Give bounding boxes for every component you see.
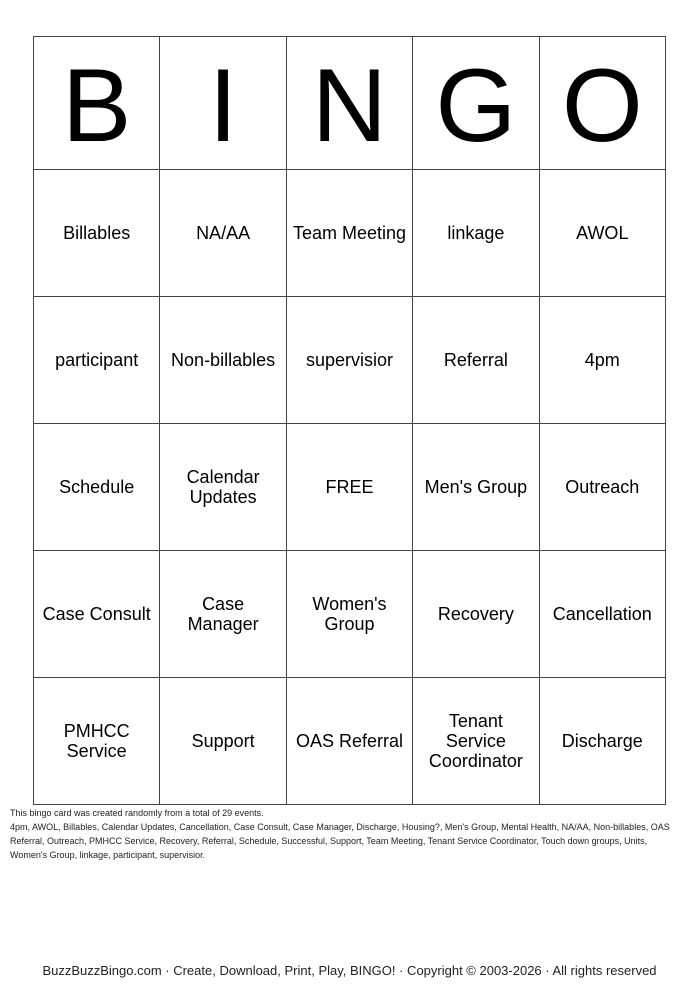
card-footer-notes <box>10 806 685 862</box>
header-letter-n: N <box>286 37 412 170</box>
bingo-row <box>34 297 666 424</box>
bingo-card <box>33 36 666 805</box>
bingo-cell: Women's Group <box>286 551 412 678</box>
bingo-row <box>34 551 666 678</box>
bingo-cell: 4pm <box>539 297 665 424</box>
bingo-cell: participant <box>34 297 160 424</box>
header-letter-i: I <box>160 37 286 170</box>
site-credit: BuzzBuzzBingo.com · Create, Download, Print, Play, BINGO! · Copyright © 2003-2026 · All rights reserved <box>42 963 657 978</box>
bingo-cell: Support <box>160 678 286 805</box>
bingo-row <box>34 424 666 551</box>
bingo-cell: supervisior <box>286 297 412 424</box>
bingo-cell: NA/AA <box>160 170 286 297</box>
bingo-cell: Non-billables <box>160 297 286 424</box>
bingo-cell: OAS Referral <box>286 678 412 805</box>
bingo-cell: linkage <box>413 170 539 297</box>
free-space-cell: FREE <box>286 424 412 551</box>
footer-intro: This bingo card was created randomly from a total of 29 events. <box>10 808 264 818</box>
bingo-cell: PMHCC Service <box>34 678 160 805</box>
bingo-cell: Billables <box>34 170 160 297</box>
bingo-cell: Case Consult <box>34 551 160 678</box>
bingo-cell: Discharge <box>539 678 665 805</box>
header-letter-g: G <box>413 37 539 170</box>
bingo-row <box>34 678 666 805</box>
header-letter-b: B <box>34 37 160 170</box>
bingo-cell: Outreach <box>539 424 665 551</box>
bingo-cell: Schedule <box>34 424 160 551</box>
bingo-cell: Recovery <box>413 551 539 678</box>
bingo-cell: Referral <box>413 297 539 424</box>
bingo-row <box>34 170 666 297</box>
bingo-cell: Team Meeting <box>286 170 412 297</box>
bingo-cell: AWOL <box>539 170 665 297</box>
bingo-cell: Calendar Updates <box>160 424 286 551</box>
bingo-header-row <box>34 37 666 170</box>
bingo-cell: Cancellation <box>539 551 665 678</box>
bingo-cell: Case Manager <box>160 551 286 678</box>
header-letter-o: O <box>539 37 665 170</box>
footer-event-list: 4pm, AWOL, Billables, Calendar Updates, Cancellation, Case Consult, Case Manager, Discharge, Housing?, Men's Group, Mental Health, NA/AA, Non-billables, OAS Referral, Outreach, PMHCC Service, Recovery, Referral, Schedule, Successful, Support, Team Meeting, Tenant Service Coordinator, Touch down groups, Units, Women's Group, linkage, participant, supervisior. <box>10 822 670 860</box>
bingo-cell: Tenant Service Coordinator <box>413 678 539 805</box>
bingo-cell: Men's Group <box>413 424 539 551</box>
